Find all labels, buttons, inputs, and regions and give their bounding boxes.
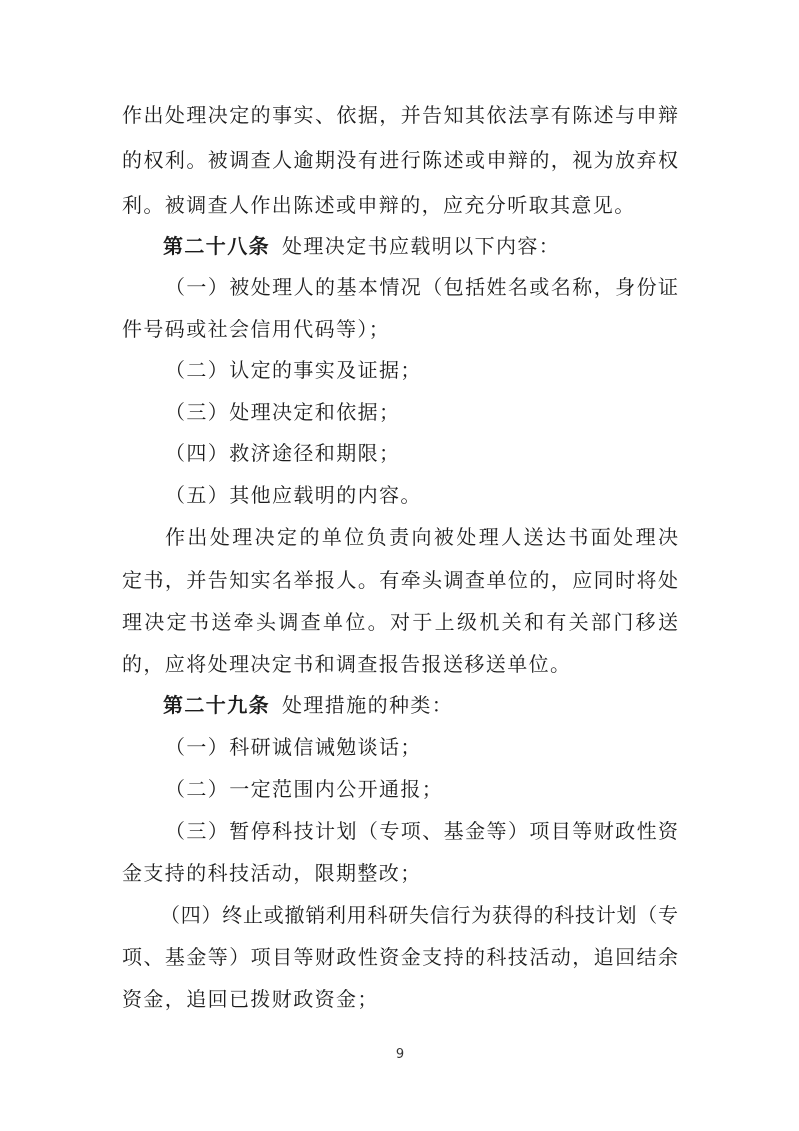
paragraph-1-line-1: 作出处理决定的事实、依据，并告知其依法享有陈述与申辩	[122, 103, 678, 127]
article-29-item-1: （一）科研诚信诫勉谈话；	[165, 735, 422, 759]
article-29-heading: 第二十九条	[163, 693, 270, 717]
paragraph-2-line-2: 定书，并告知实名举报人。有牵头调查单位的，应同时将处	[122, 568, 678, 592]
paragraph-2-line-3: 理决定书送牵头调查单位。对于上级机关和有关部门移送	[122, 610, 678, 634]
article-28-item-5: （五）其他应载明的内容。	[165, 483, 422, 507]
article-29-item-4-line-2: 项、基金等）项目等财政性资金支持的科技活动，追回结余	[122, 945, 678, 969]
article-28-item-1-line-2: 件号码或社会信用代码等）；	[122, 317, 391, 341]
paragraph-2-line-1: 作出处理决定的单位负责向被处理人送达书面处理决	[165, 525, 678, 549]
paragraph-1-line-2: 的权利。被调查人逾期没有进行陈述或申辩的，视为放弃权	[122, 148, 678, 172]
article-29-item-3-line-1: （三）暂停科技计划（专项、基金等）项目等财政性资	[165, 819, 678, 843]
article-29-title	[163, 684, 678, 726]
article-29-text: 处理措施的种类：	[282, 693, 454, 717]
article-29-item-4-line-1: （四）终止或撤销利用科研失信行为获得的科技计划（专	[160, 903, 678, 927]
paragraph-1-line-3: 利。被调查人作出陈述或申辩的，应充分听取其意见。	[122, 193, 636, 217]
article-28-item-2: （二）认定的事实及证据；	[165, 358, 422, 382]
article-29-item-2: （二）一定范围内公开通报；	[165, 777, 444, 801]
paragraph-2-line-4: 的，应将处理决定书和调查报告报送移送单位。	[122, 652, 572, 676]
article-28-item-4: （四）救济途径和期限；	[165, 441, 401, 465]
article-28-item-3: （三）处理决定和依据；	[165, 400, 401, 424]
article-28-title	[163, 225, 678, 267]
article-28-heading: 第二十八条	[163, 234, 270, 258]
article-29-item-4-line-3: 资金，追回已拨财政资金；	[122, 987, 379, 1011]
article-29-item-3-line-2: 金支持的科技活动，限期整改；	[122, 861, 422, 885]
article-28-text: 处理决定书应载明以下内容：	[282, 234, 561, 258]
page-number: 9	[395, 1047, 405, 1062]
article-28-item-1-line-1: （一）被处理人的基本情况（包括姓名或名称，身份证	[165, 275, 678, 299]
